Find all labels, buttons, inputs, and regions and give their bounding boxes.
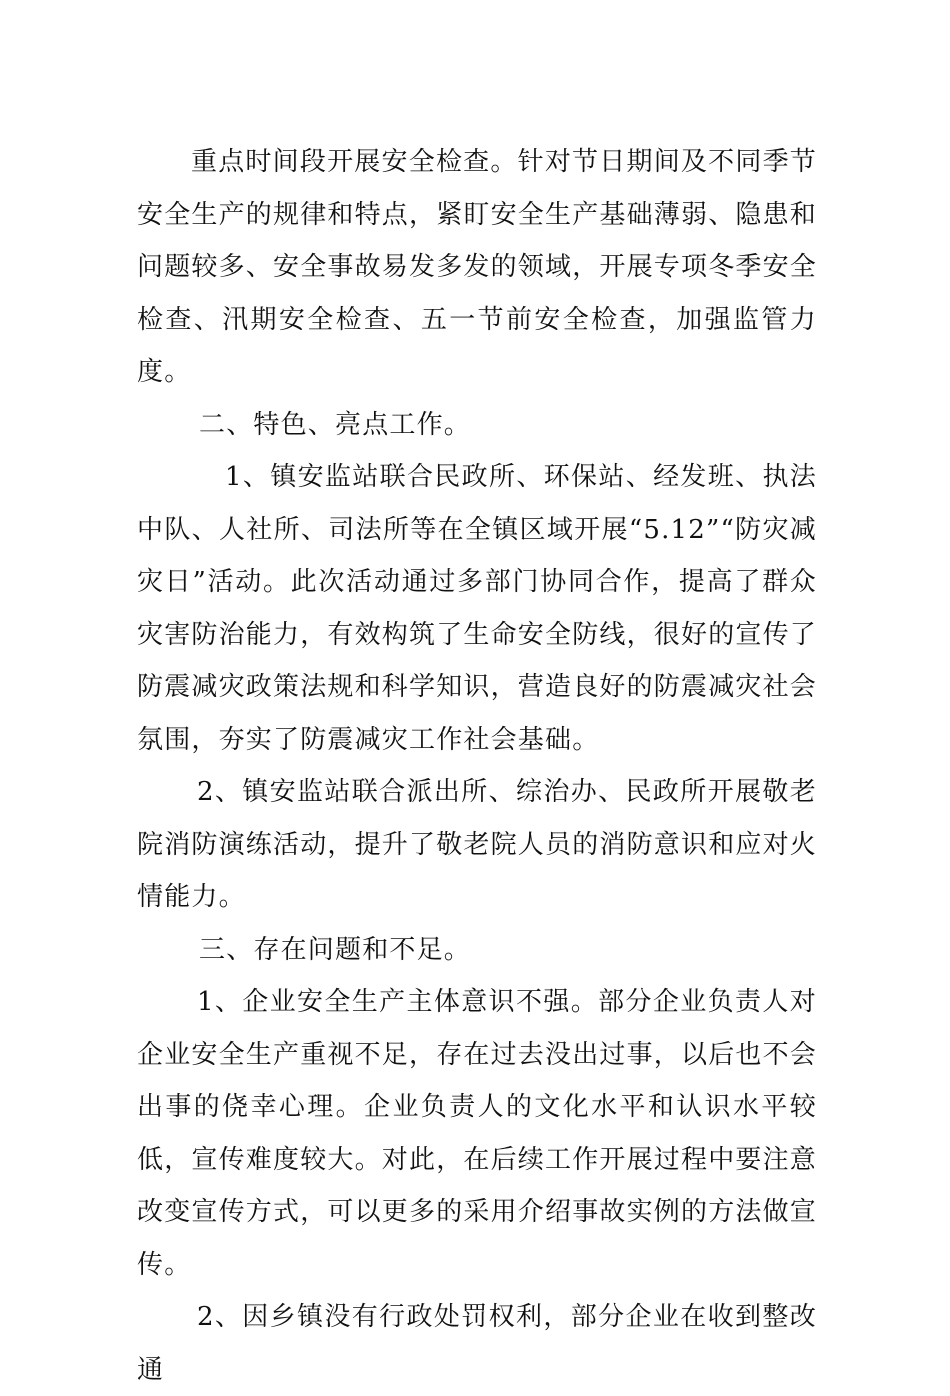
section-heading-highlights: 二、特色、亮点工作。 bbox=[199, 409, 472, 440]
section-heading-problems: 三、存在问题和不足。 bbox=[199, 934, 472, 965]
paragraph-fire-drill: 2、镇安监站联合派出所、综治办、民政所开展敬老院消防演练活动，提升了敬老院人员的消防意识和应对火情能力。 bbox=[137, 777, 818, 912]
paragraph-safety-inspection: 重点时间段开展安全检查。针对节日期间及不同季节安全生产的规律和特点，紧盯安全生产基础薄弱、隐患和问题较多、安全事故易发多发的领域，开展专项冬季安全检查、汛期安全检查、五一节前安全检查，加强监管力度。 bbox=[137, 147, 818, 387]
paragraph-no-penalty-power: 2、因乡镇没有行政处罚权利，部分企业在收到整改通 bbox=[137, 1302, 817, 1385]
paragraph-disaster-prevention-day: 1、镇安监站联合民政所、环保站、经发班、执法中队、人社所、司法所等在全镇区域开展“5.12”“防灾减灾日”活动。此次活动通过多部门协同合作，提高了群众灾害防治能力，有效构筑了生命安全防线，很好的宣传了防震减灾政策法规和科学知识，营造良好的防震减灾社会氛围，夯实了防震减灾工作社会基础。 bbox=[137, 462, 818, 755]
document-body bbox=[137, 136, 817, 1396]
paragraph-enterprise-awareness: 1、企业安全生产主体意识不强。部分企业负责人对企业安全生产重视不足，存在过去没出过事，以后也不会出事的侥幸心理。企业负责人的文化水平和认识水平较低，宣传难度较大。对此，在后续工作开展过程中要注意改变宣传方式，可以更多的采用介绍事故实例的方法做宣传。 bbox=[137, 987, 818, 1280]
